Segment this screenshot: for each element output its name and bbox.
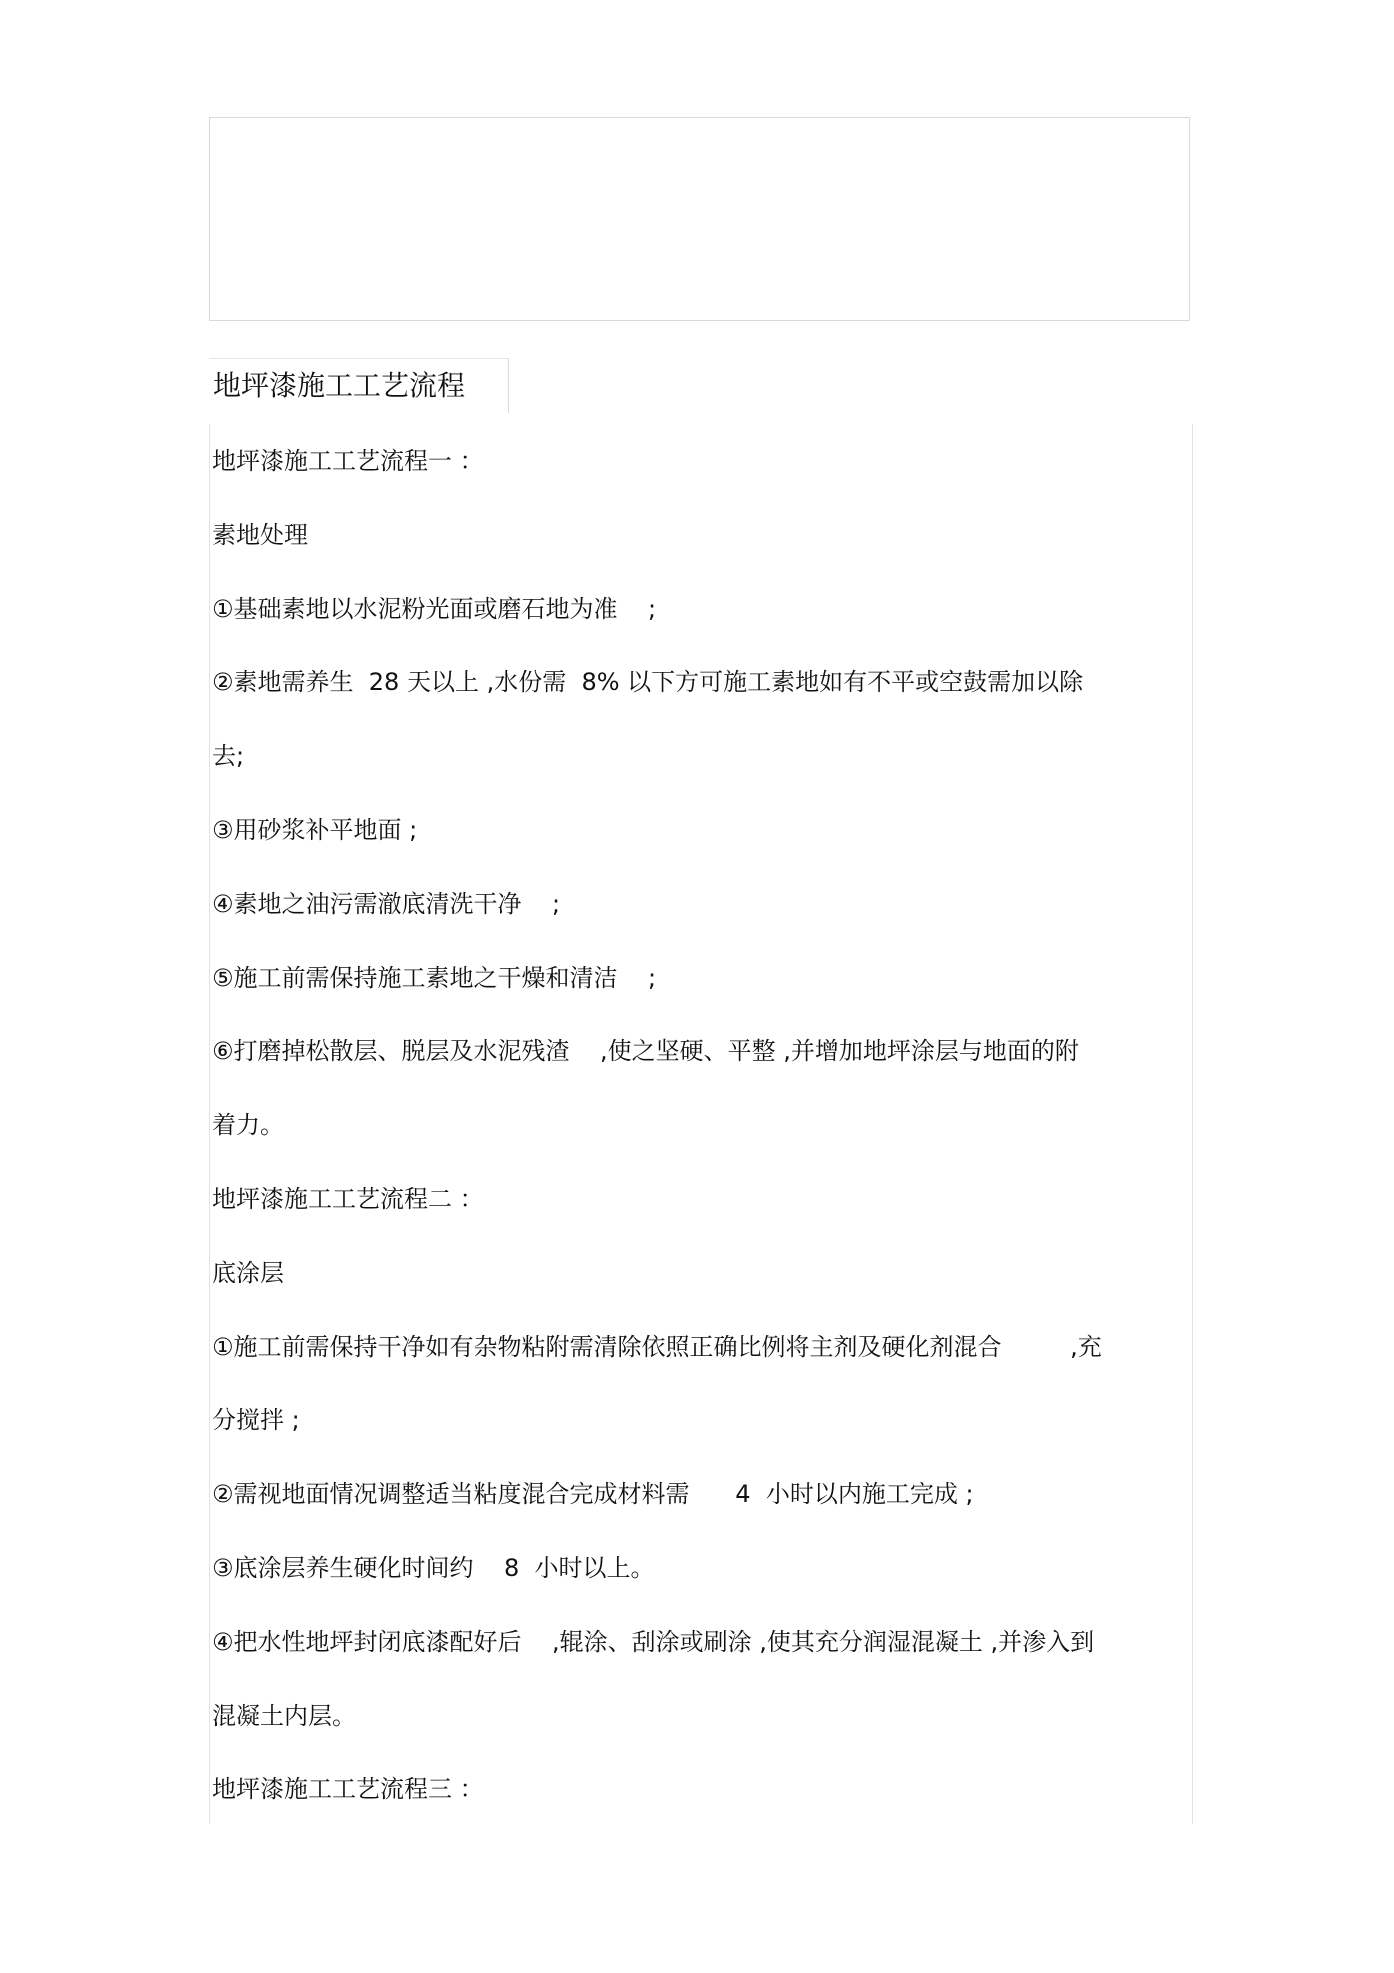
section-heading: 地坪漆施工工艺流程一 ： <box>212 447 484 475</box>
page-title: 地坪漆施工工艺流程 <box>213 369 466 402</box>
body-line: ②需视地面情况调整适当粘度混合完成材料需 4 小时以内施工完成 ; <box>212 1480 974 1509</box>
body-line: 混凝土内层。 <box>212 1701 356 1730</box>
body-line: ⑤施工前需保持施工素地之干燥和清洁 ; <box>212 963 657 992</box>
body-line: ①施工前需保持干净如有杂物粘附需清除依照正确比例将主剂及硬化剂混合 ,充 <box>212 1332 1102 1361</box>
section-heading: 地坪漆施工工艺流程二 ： <box>212 1184 484 1213</box>
body-line: 分搅拌 ; <box>212 1406 300 1435</box>
body-line: ②素地需养生 28 天以上 ,水份需 8% 以下方可施工素地如有不平或空鼓需加以除 <box>212 668 1084 697</box>
body-line: ①基础素地以水泥粉光面或磨石地为准 ; <box>212 594 657 623</box>
subsection-heading: 素地处理 <box>212 520 308 549</box>
body-line: 着力。 <box>212 1111 284 1140</box>
header-blank-box <box>209 117 1190 321</box>
section-heading: 地坪漆施工工艺流程三 ： <box>212 1775 484 1804</box>
document-body <box>212 441 1192 1843</box>
body-line: ③用砂浆补平地面 ; <box>212 815 418 844</box>
body-line: ③底涂层养生硬化时间约 8 小时以上。 <box>212 1553 655 1582</box>
body-line: ④素地之油污需澈底清洗干净 ; <box>212 889 561 918</box>
body-line: 去; <box>212 742 245 771</box>
subsection-heading: 底涂层 <box>212 1258 284 1287</box>
body-line: ④把水性地坪封闭底漆配好后 ,辊涂、刮涂或刷涂 ,使其充分润湿混凝土 ,并渗入到 <box>212 1627 1095 1656</box>
body-line: ⑥打磨掉松散层、脱层及水泥残渣 ,使之坚硬、平整 ,并增加地坪涂层与地面的附 <box>212 1037 1079 1066</box>
